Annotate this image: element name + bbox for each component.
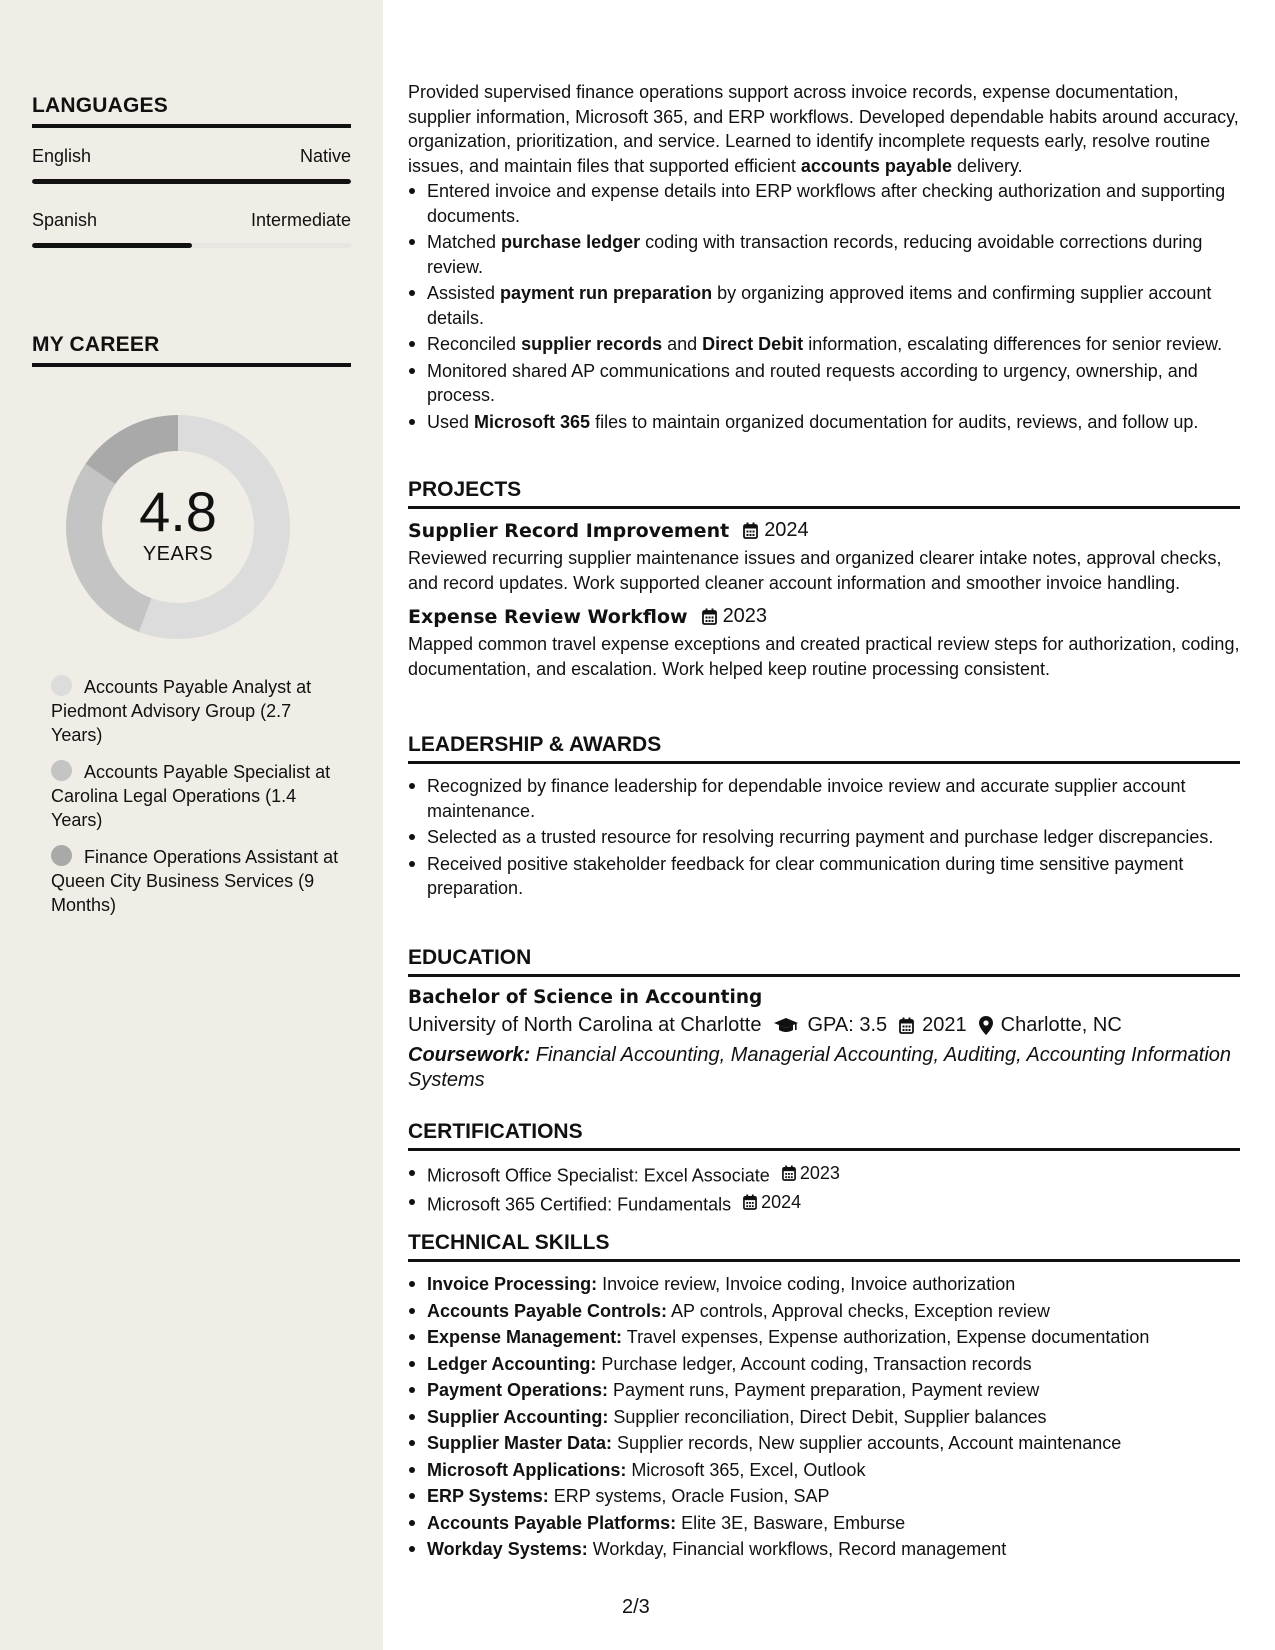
education-school: University of North Carolina at Charlotte xyxy=(408,1014,762,1036)
certification-item xyxy=(408,1161,1240,1188)
projects-section xyxy=(408,478,1240,681)
bullet-text: files to maintain organized documentation for audits, reviews, and follow up. xyxy=(590,411,1199,432)
experience-bullet xyxy=(408,359,1240,408)
calendar-icon xyxy=(743,1194,757,1210)
calendar-icon xyxy=(743,522,758,539)
skill-category: ERP Systems: xyxy=(427,1486,549,1506)
leadership-item: Recognized by finance leadership for dependable invoice review and accurate supplier account maintenance. xyxy=(408,774,1240,823)
calendar-icon xyxy=(782,1165,796,1181)
project-item xyxy=(408,605,1240,681)
experience-bullet xyxy=(408,332,1240,357)
language-name: English xyxy=(32,146,92,166)
skill-item xyxy=(408,1405,1240,1430)
language-level: Intermediate xyxy=(250,210,351,230)
career-entry-label: Finance Operations Assistant at Queen City Business Services (9 Months) xyxy=(51,847,339,915)
career-donut-chart xyxy=(58,407,298,647)
career-legend xyxy=(51,675,341,930)
skill-list: AP controls, Approval checks, Exception review xyxy=(667,1300,1050,1321)
bullet-text: Assisted xyxy=(427,283,501,303)
project-item xyxy=(408,519,1240,595)
career-entry-label: Accounts Payable Analyst at Piedmont Advisory Group (2.7 Years) xyxy=(51,677,312,745)
language-name: Spanish xyxy=(32,210,98,230)
experience-bullet xyxy=(408,410,1240,435)
leadership-heading: LEADERSHIP & AWARDS xyxy=(408,733,1240,764)
graduation-cap-icon xyxy=(773,1017,799,1035)
language-proficiency-fill xyxy=(32,179,351,184)
skill-list: Workday, Financial workflows, Record management xyxy=(587,1539,1007,1559)
education-location: Charlotte, NC xyxy=(1000,1014,1122,1036)
language-proficiency-bar xyxy=(32,243,351,248)
bullet-text: by organizing approved items and confirming supplier account details. xyxy=(427,283,1212,328)
page-number: 2/3 xyxy=(622,1596,650,1618)
education-gpa: GPA: 3.5 xyxy=(807,1014,888,1036)
language-level: Native xyxy=(299,146,351,166)
language-item xyxy=(32,210,351,248)
skill-list: Microsoft 365, Excel, Outlook xyxy=(626,1459,866,1480)
career-entry-label: Accounts Payable Specialist at Carolina Legal Operations (1.4 Years) xyxy=(51,762,331,830)
bullet-text: coding with transaction records, reducing avoidable corrections during review. xyxy=(427,232,1203,277)
skill-category: Expense Management: xyxy=(427,1327,623,1347)
bullet-text: and xyxy=(662,334,703,354)
education-year: 2021 xyxy=(922,1014,967,1036)
languages-section xyxy=(32,94,351,248)
language-item xyxy=(32,146,351,184)
skill-list: Invoice review, Invoice coding, Invoice authorization xyxy=(597,1274,1016,1294)
project-title: Expense Review Workflow xyxy=(408,605,688,628)
career-heading: MY CAREER xyxy=(32,333,351,367)
skill-item xyxy=(408,1352,1240,1377)
summary-text: delivery. xyxy=(951,155,1023,176)
bullet-keyword: Direct Debit xyxy=(702,334,804,354)
skill-item xyxy=(408,1537,1240,1562)
bullet-keyword: payment run preparation xyxy=(500,283,713,303)
bullet-keyword: supplier records xyxy=(521,334,663,354)
language-proficiency-bar xyxy=(32,179,351,184)
skill-category: Invoice Processing: xyxy=(427,1274,598,1294)
sidebar xyxy=(0,0,383,1650)
skills-list xyxy=(408,1272,1240,1562)
project-date: 2024 xyxy=(764,519,809,541)
language-proficiency-fill xyxy=(32,243,192,248)
education-section xyxy=(408,946,1240,1092)
leadership-list xyxy=(408,774,1240,901)
project-description: Mapped common travel expense exceptions and created practical review steps for authorization, coding, documentation, and escalation. Work helped keep routine processing consistent. xyxy=(408,634,1240,679)
education-coursework xyxy=(408,1043,1240,1092)
experience-bullet xyxy=(408,230,1240,279)
skill-item xyxy=(408,1511,1240,1536)
skill-category: Payment Operations: xyxy=(427,1380,609,1400)
skill-item xyxy=(408,1378,1240,1403)
career-section xyxy=(32,333,351,367)
certification-date: 2023 xyxy=(799,1163,840,1183)
skills-section xyxy=(408,1231,1240,1564)
experience-bullet xyxy=(408,281,1240,330)
certification-name: Microsoft Office Specialist: Excel Associate xyxy=(427,1165,770,1186)
project-date: 2023 xyxy=(722,605,768,627)
bullet-text: Used xyxy=(427,411,475,432)
skill-category: Supplier Accounting: xyxy=(427,1406,609,1427)
legend-dot-icon xyxy=(51,845,72,866)
skill-list: Purchase ledger, Account coding, Transaction records xyxy=(596,1353,1032,1374)
skill-category: Accounts Payable Controls: xyxy=(427,1300,668,1321)
languages-heading: LANGUAGES xyxy=(32,94,351,128)
certification-date: 2024 xyxy=(761,1191,802,1212)
bullet-text: Monitored shared AP communications and routed requests according to urgency, ownership, and process. xyxy=(427,360,1198,405)
experience-section xyxy=(408,80,1240,436)
project-title: Supplier Record Improvement xyxy=(408,519,730,542)
skill-category: Microsoft Applications: xyxy=(427,1459,627,1480)
legend-dot-icon xyxy=(51,760,72,781)
career-total xyxy=(58,407,298,647)
skill-list: ERP systems, Oracle Fusion, SAP xyxy=(548,1486,830,1506)
skill-item xyxy=(408,1458,1240,1483)
skills-heading: TECHNICAL SKILLS xyxy=(408,1231,1240,1262)
bullet-text: Matched xyxy=(427,232,502,252)
leadership-item: Selected as a trusted resource for resolving recurring payment and purchase ledger discrepancies. xyxy=(408,825,1240,850)
skill-item xyxy=(408,1484,1240,1509)
skill-category: Workday Systems: xyxy=(427,1539,588,1559)
certifications-section xyxy=(408,1120,1240,1219)
career-total-unit: YEARS xyxy=(142,542,214,565)
skill-list: Supplier reconciliation, Direct Debit, Supplier balances xyxy=(608,1406,1047,1427)
career-total-value: 4.8 xyxy=(139,479,217,543)
summary-text: Provided supervised finance operations support across invoice records, expense documentation, supplier information, Microsoft 365, and ERP workflows. Developed dependable habits around accuracy, organization, prioritization, and service. Learned to identify incomplete requests early, resolve routine issues, and maintain files that supported efficient xyxy=(408,82,1239,176)
projects-heading: PROJECTS xyxy=(408,478,1240,509)
bullet-text: Entered invoice and expense details into ERP workflows after checking authorization and supporting documents. xyxy=(427,181,1226,226)
leadership-section xyxy=(408,733,1240,903)
experience-bullet xyxy=(408,179,1240,228)
legend-dot-icon xyxy=(51,675,72,696)
experience-bullets xyxy=(408,179,1240,434)
education-details xyxy=(408,1014,1240,1037)
skill-category: Accounts Payable Platforms: xyxy=(427,1512,677,1533)
career-legend-item xyxy=(51,845,341,917)
career-legend-item xyxy=(51,760,341,832)
certification-item xyxy=(408,1190,1240,1217)
calendar-icon xyxy=(899,1017,914,1034)
skill-list: Supplier records, New supplier accounts, Account maintenance xyxy=(612,1433,1122,1453)
experience-summary xyxy=(408,80,1240,178)
bullet-text: Reconciled xyxy=(427,334,522,354)
certification-name: Microsoft 365 Certified: Fundamentals xyxy=(427,1194,732,1214)
bullet-keyword: Microsoft 365 xyxy=(474,411,591,432)
skill-list: Travel expenses, Expense authorization, Expense documentation xyxy=(622,1327,1150,1347)
skill-item xyxy=(408,1325,1240,1350)
leadership-item: Received positive stakeholder feedback for clear communication during time sensitive payment preparation. xyxy=(408,852,1240,901)
certifications-heading: CERTIFICATIONS xyxy=(408,1120,1240,1151)
education-degree: Bachelor of Science in Accounting xyxy=(408,987,763,1008)
summary-keyword: accounts payable xyxy=(800,155,952,176)
bullet-text: information, escalating differences for senior review. xyxy=(803,334,1223,354)
skill-item xyxy=(408,1272,1240,1297)
skill-item xyxy=(408,1299,1240,1324)
coursework-list: Financial Accounting, Managerial Accounting, Auditing, Accounting Information Systems xyxy=(408,1044,1232,1091)
skill-category: Supplier Master Data: xyxy=(427,1433,613,1453)
skill-item xyxy=(408,1431,1240,1456)
education-heading: EDUCATION xyxy=(408,946,1240,977)
skill-category: Ledger Accounting: xyxy=(427,1353,597,1374)
coursework-label: Coursework: xyxy=(408,1044,531,1066)
bullet-keyword: purchase ledger xyxy=(501,232,641,252)
skill-list: Elite 3E, Basware, Emburse xyxy=(676,1512,906,1533)
skill-list: Payment runs, Payment preparation, Payment review xyxy=(608,1380,1040,1400)
calendar-icon xyxy=(702,608,717,625)
location-pin-icon xyxy=(979,1016,993,1035)
certifications-list xyxy=(408,1161,1240,1217)
career-legend-item xyxy=(51,675,341,747)
project-description: Reviewed recurring supplier maintenance issues and organized clearer intake notes, approval checks, and record updates. Work supported cleaner account information and smoother invoice handling. xyxy=(408,548,1222,593)
